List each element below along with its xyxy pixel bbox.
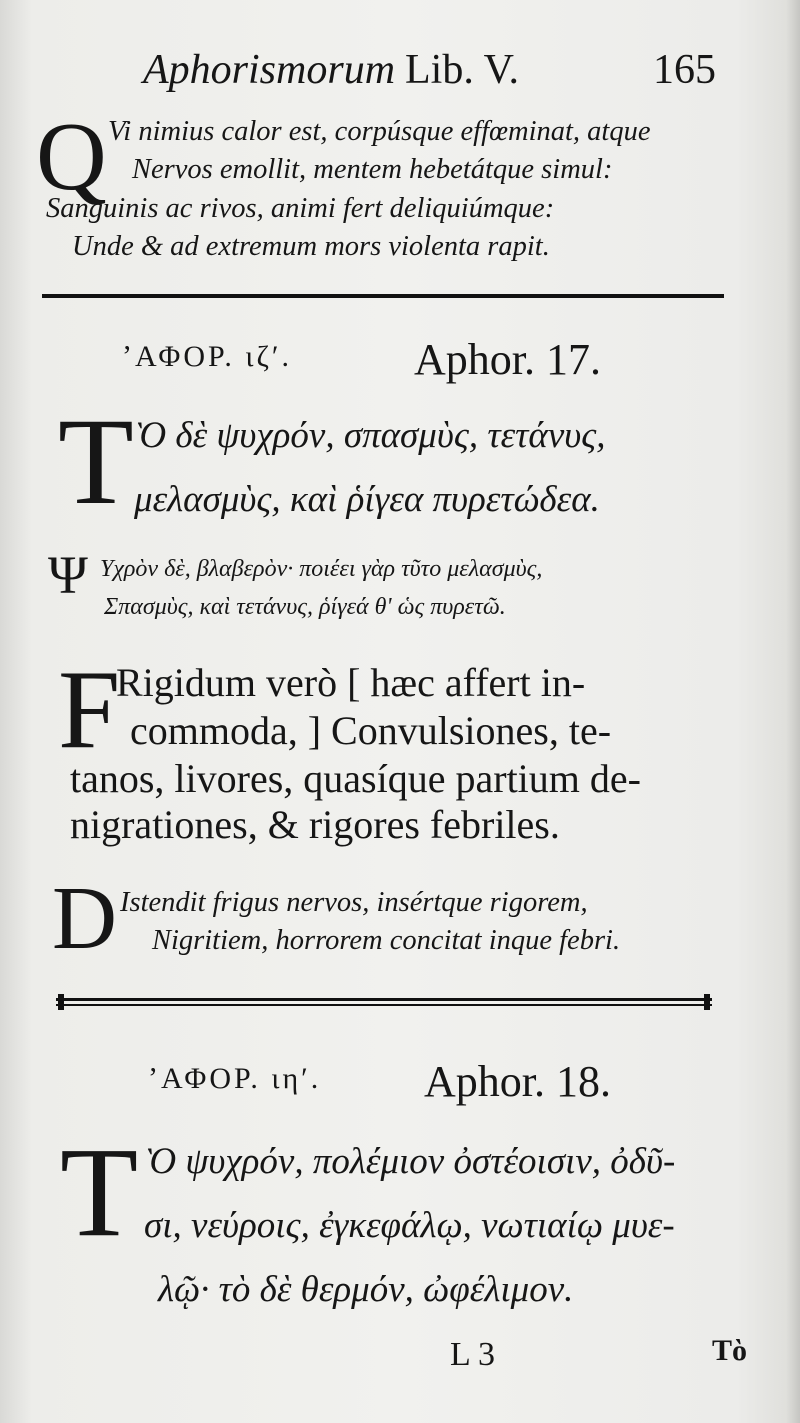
verse2-line-2: Nigritiem, horrorem concitat inque febri. <box>152 925 621 956</box>
verse2-line-1: Istendit frigus nervos, insértque rigorem, <box>120 887 588 918</box>
rule-end-right <box>704 994 710 1010</box>
verse2-dropcap: D <box>52 869 117 968</box>
greek18-line-1: Ὸ ψυχρόν, πολέμιον ὀστέοισιν, ὀδῦ- <box>144 1141 676 1182</box>
latin17-dropcap: F <box>58 648 121 772</box>
latin17-line-3: tanos, livores, quasíque partium de- <box>70 756 641 801</box>
greek18-dropcap: T <box>60 1121 139 1263</box>
section-rule-1 <box>42 294 724 298</box>
page-edge-shadow <box>786 0 800 1423</box>
aphor18-heading <box>148 1062 321 1096</box>
verse1-line-2: Nervos emollit, mentem hebetátque simul: <box>132 154 613 185</box>
greek18-line-3: λῷ· τὸ δὲ θερμόν, ὠφέλιμον. <box>158 1269 574 1310</box>
latin17-line-1: Rigidum verò [ hæc affert in- <box>116 660 586 705</box>
aphor17-greek-label: ʼΑΦΟΡ. ιζʹ. <box>122 340 292 373</box>
header-book: Lib. V. <box>405 47 519 93</box>
section-rule-2-bottom <box>56 1004 712 1006</box>
latin17-line-4: nigrationes, & rigores febriles. <box>70 802 560 847</box>
paraphrase17-line-2: Σπασμὺς, καὶ τετάνυς, ῥίγεά θ' ὡς πυρετῶ. <box>104 594 506 620</box>
paraphrase17-dropcap: Ψ <box>48 545 88 605</box>
running-header <box>143 46 733 102</box>
paraphrase17-line-1: Υχρὸν δὲ, βλαβερὸν· ποιέει γὰρ τῦτο μελασμὺς, <box>100 556 543 582</box>
signature-mark: L 3 <box>450 1336 496 1373</box>
greek17-line-2: μελασμὺς, καὶ ῥίγεα πυρετώδεα. <box>134 479 600 520</box>
greek17-line-1: Ὸ δὲ ψυχρόν, σπασμὺς, τετάνυς, <box>134 415 606 456</box>
greek17-dropcap: T <box>58 393 134 530</box>
catchword: Tὸ <box>712 1334 748 1367</box>
latin17-line-2: commoda, ] Convulsiones, te- <box>130 708 612 753</box>
verse1-line-3: Sanguinis ac rivos, animi fert deliquiúmque: <box>46 193 555 224</box>
aphor18-latin-label: Aphor. 18. <box>424 1057 611 1106</box>
greek18-line-2: σι, νεύροις, ἐγκεφάλῳ, νωτιαίῳ μυε- <box>144 1205 675 1246</box>
rule-end-left <box>58 994 64 1010</box>
header-title: Aphorismorum <box>143 47 396 93</box>
verse1-line-4: Unde & ad extremum mors violenta rapit. <box>72 231 550 262</box>
section-rule-2-top <box>56 998 712 1001</box>
verse1-line-1: Vi nimius calor est, corpúsque effœminat, atque <box>108 116 651 147</box>
aphor18-greek-label: ʼΑΦΟΡ. ιηʹ. <box>148 1062 322 1095</box>
page-number: 165 <box>653 47 716 93</box>
aphor17-latin-label: Aphor. 17. <box>414 335 601 384</box>
aphor17-heading <box>122 340 292 374</box>
verse1-dropcap: Q <box>36 103 107 211</box>
